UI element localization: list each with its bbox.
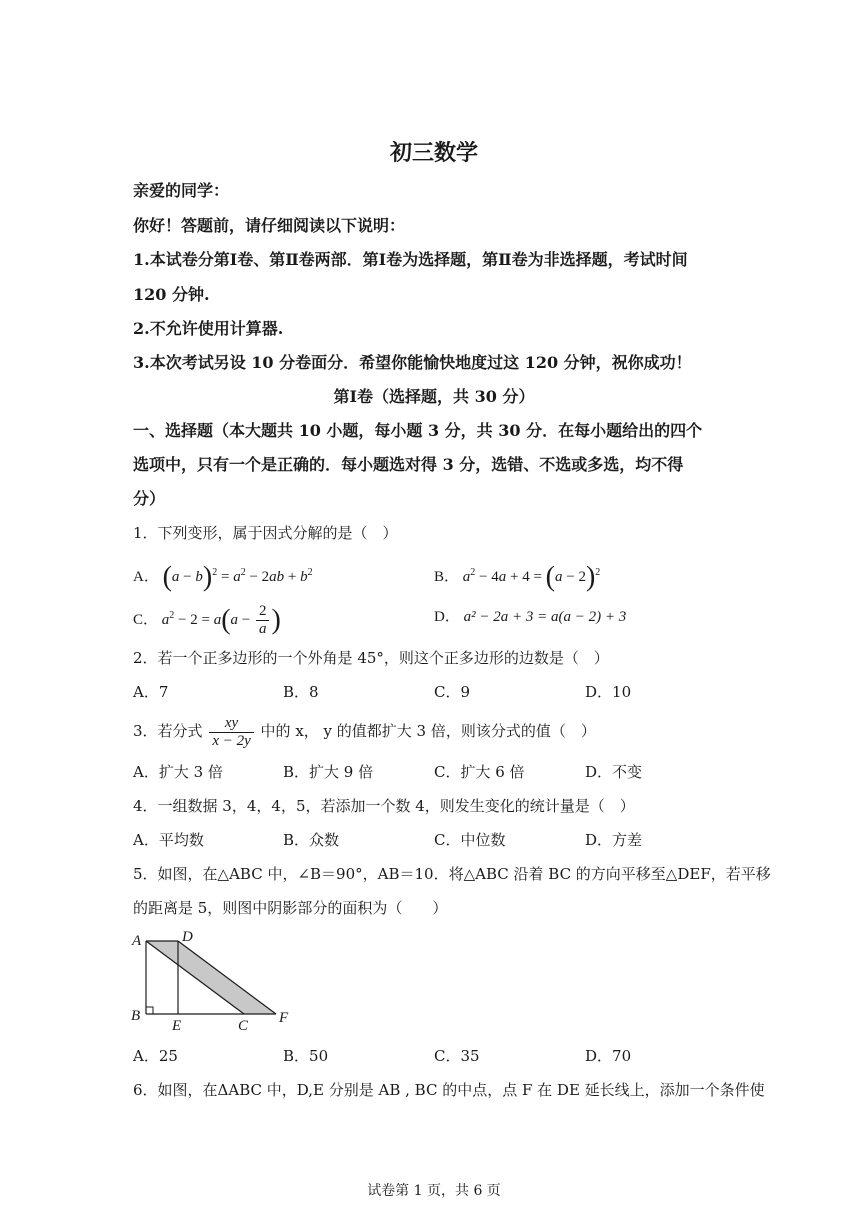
q1-option-d-expr: a² − 2a + 3 = a(a − 2) + 3 [463, 609, 627, 625]
note-1: 1.本试卷分第Ⅰ卷、第Ⅱ卷两部．第Ⅰ卷为选择题，第Ⅱ卷为非选择题，考试时间 [133, 250, 688, 269]
label-c: C [238, 1018, 249, 1034]
q1-option-d [434, 607, 626, 627]
q3-fraction-denominator: x − 2y [212, 732, 251, 749]
q1-option-b [434, 563, 600, 592]
q6-stem-line-1: 6．如图，在ΔABC 中，D,E 分别是 AB , BC 的中点，点 F 在 DE 延长线上，添加一个条件使 [133, 1081, 765, 1099]
q5-option-b: B．50 [283, 1047, 329, 1065]
q5-option-d: D．70 [585, 1047, 632, 1065]
q2-option-c: C．9 [434, 683, 471, 701]
shaded-region [146, 941, 276, 1014]
q5-stem-line-1: 5．如图，在△ABC 中，∠B＝90°，AB＝10．将△ABC 沿着 BC 的方向平移至△DEF，若平移 [133, 865, 771, 883]
right-angle-mark [146, 1007, 153, 1014]
part-heading-line-2: 选项中，只有一个是正确的．每小题选对得 3 分，选错、不选或多选，均不得 [133, 455, 684, 474]
note-3: 3.本次考试另设 10 分卷面分．希望你能愉快地度过这 120 分钟，祝你成功！ [133, 353, 692, 372]
q3-option-b: B．扩大 9 倍 [283, 763, 374, 781]
section-title: 第Ⅰ卷（选择题，共 30 分） [333, 387, 535, 406]
q1-option-a-label: A． [133, 569, 159, 585]
q2-option-d: D．10 [585, 683, 632, 701]
q3-suffix: 中的 x， y 的值都扩大 3 倍，则该分式的值（ ） [260, 722, 596, 740]
label-a: A [132, 933, 142, 949]
q1-option-a-expr: $(a - b)^2 = a^2 - 2ab + b^2$ [162, 561, 313, 593]
note-1-cont: 120 分钟. [133, 285, 210, 304]
label-b: B [131, 1008, 141, 1024]
label-e: E [172, 1018, 182, 1034]
q4-option-a: A．平均数 [133, 831, 204, 849]
segment-ac [146, 941, 244, 1014]
q5-option-a: A．25 [133, 1047, 178, 1065]
q5-stem-line-2: 的距离是 5，则图中阴影部分的面积为（ ） [133, 899, 448, 917]
q1-option-c [133, 597, 281, 639]
q2-option-a: A．7 [133, 683, 169, 701]
q4-option-d: D．方差 [585, 831, 643, 849]
page-footer: 试卷第 1 页，共 6 页 [367, 1183, 501, 1199]
q5-figure-translated-triangles [126, 926, 298, 1036]
part-heading-line-1: 一、选择题（本大题共 10 小题，每小题 3 分，共 30 分．在每小题给出的四个 [133, 421, 703, 440]
segment-df [178, 941, 276, 1014]
note-2: 2.不允许使用计算器. [133, 319, 284, 338]
q3-option-a: A．扩大 3 倍 [133, 763, 223, 781]
q1-option-c-expr: $a^2 - 2 = a(a$ − $\frac{2}{a}$ ) [161, 603, 281, 638]
q1-option-a [133, 563, 313, 592]
intro-line: 你好！答题前，请仔细阅读以下说明： [133, 216, 406, 235]
q3-option-d: D．不变 [585, 763, 643, 781]
q4-stem: 4．一组数据 3，4，4，5，若添加一个数 4，则发生变化的统计量是（ ） [133, 797, 635, 815]
q2-option-b: B．8 [283, 683, 319, 701]
q1-option-b-label: B． [434, 569, 460, 585]
q3-fraction-numerator: xy [209, 715, 253, 733]
q4-option-c: C．中位数 [434, 831, 506, 849]
q3-prefix: 3．若分式 [133, 722, 203, 740]
q1-option-c-label: C． [133, 612, 159, 628]
q3-fraction [209, 715, 253, 750]
q3-option-c: C．扩大 6 倍 [434, 763, 525, 781]
q5-option-c: C．35 [434, 1047, 480, 1065]
q3-stem [133, 712, 596, 750]
q4-option-b: B．众数 [283, 831, 340, 849]
q1-stem: 1．下列变形，属于因式分解的是（ ） [133, 524, 398, 542]
label-f: F [279, 1010, 289, 1026]
part-heading-line-3: 分） [133, 489, 166, 508]
q1-option-d-label: D． [434, 609, 460, 625]
q2-stem: 2．若一个正多边形的一个外角是 45°，则这个正多边形的边数是（ ） [133, 649, 609, 667]
q1-option-b-expr: $a^2 - 4a + 4 = (a - 2)^2$ [462, 561, 601, 593]
page-title: 初三数学 [389, 140, 478, 166]
label-d: D [182, 929, 193, 945]
greeting: 亲爱的同学： [133, 181, 230, 200]
